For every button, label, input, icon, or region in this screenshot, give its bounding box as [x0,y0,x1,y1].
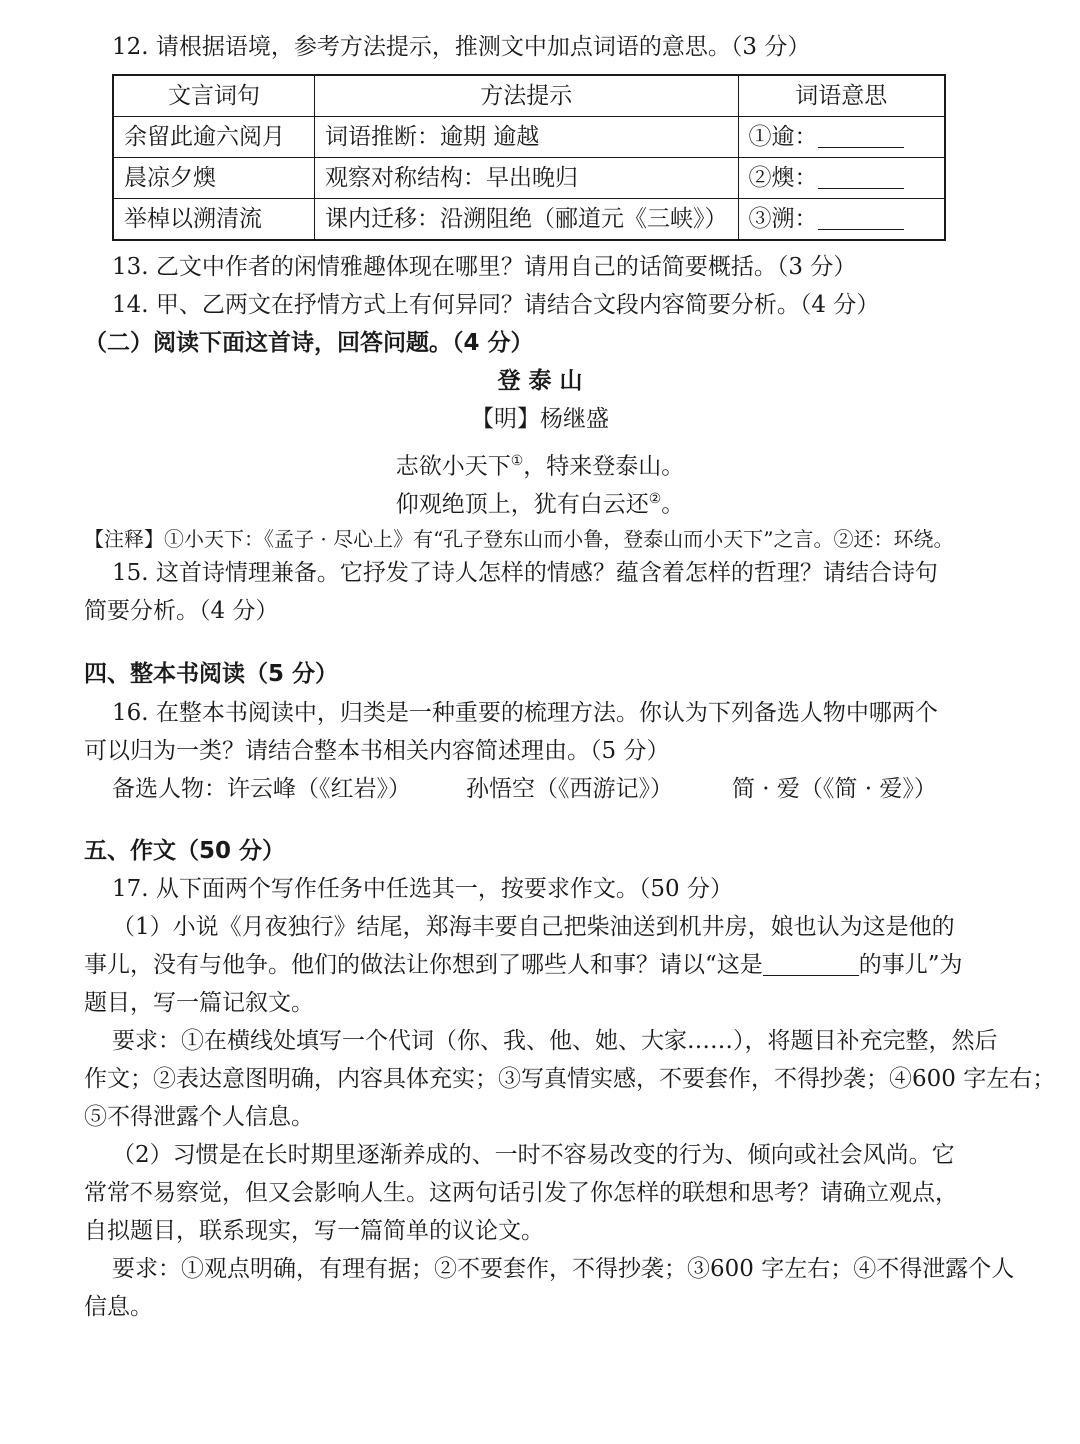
candidates-label [112,770,411,808]
q14: 14. 甲、乙两文在抒情方式上有何异同？请结合文段内容简要分析。（4 分） [112,292,880,318]
task2-line-3: 自拟题目，联系现实，写一篇简单的议论文。 [84,1218,544,1244]
candidates-label-text: 备选人物： [112,776,227,802]
table-header: 文言词句 [113,75,315,117]
table-header-row [113,75,945,117]
q12-table [112,74,946,241]
task1-text: 的事儿”为 [858,952,963,978]
table-row [113,117,945,158]
table-cell-hint: 课内迁移：沿溯阻绝（郦道元《三峡》） [315,199,739,241]
footnote-mark: ① [510,453,524,469]
table-cell-meaning [738,158,945,199]
table-cell-meaning [738,117,945,158]
q16-line-1: 16. 在整本书阅读中，归类是一种重要的梳理方法。你认为下列备选人物中哪两个 [112,700,938,726]
answer-blank [818,123,904,148]
table-header: 方法提示 [315,75,739,117]
task2-line-2: 常常不易察觉，但又会影响人生。这两句话引发了你怎样的联想和思考？请确立观点， [84,1180,958,1206]
poem-annotation: 【注释】①小天下：《孟子 · 尽心上》有“孔子登东山而小鲁，登泰山而小天下”之言。②还：环绕。 [84,527,954,551]
meaning-label: ②燠： [748,165,818,191]
task2-req-1: 要求：①观点明确，有理有据；②不要套作，不得抄袭；③600 字左右；④不得泄露个人 [112,1256,1015,1282]
table-row [113,199,945,241]
q12-stem: 12. 请根据语境，参考方法提示，推测文中加点词语的意思。（3 分） [112,34,811,60]
q16-line-2: 可以归为一类？请结合整本书相关内容简述理由。（5 分） [84,738,670,764]
task2-req-2: 信息。 [84,1294,153,1320]
candidate-item: 孙悟空（《西游记》） [466,776,673,802]
poem-text: ，特来登泰山。 [523,453,685,480]
table-row [113,158,945,199]
poem-text: 志欲小天下 [395,453,511,480]
answer-blank [818,205,904,230]
poem-text: 。 [661,491,685,518]
task1-req-3: ⑤不得泄露个人信息。 [84,1104,314,1130]
table-header: 词语意思 [738,75,945,117]
task1-line-1: （1）小说《月夜独行》结尾，郑海丰要自己把柴油送到机井房，娘也认为这是他的 [112,914,955,940]
section-5-heading: 五、作文（50 分） [84,838,286,864]
task1-line-2 [84,946,963,984]
poem-text: 仰观绝顶上，犹有白云还 [395,491,649,518]
title-blank [763,951,859,976]
meaning-label: ③溯： [748,206,818,232]
table-cell-phrase: 举棹以溯清流 [113,199,315,241]
footnote-mark: ② [648,491,662,507]
q15-line-2: 简要分析。（4 分） [84,598,279,624]
section-2-heading: （二）阅读下面这首诗，回答问题。（4 分） [84,330,534,356]
candidate-item: 许云峰（《红岩》） [227,776,411,802]
table-cell-phrase: 余留此逾六阅月 [113,117,315,158]
q15-line-1: 15. 这首诗情理兼备。它抒发了诗人怎样的情感？蕴含着怎样的哲理？请结合诗句 [112,560,938,586]
section-4-heading: 四、整本书阅读（5 分） [84,661,339,687]
candidate-item: 简 · 爱（《简 · 爱》） [732,776,937,802]
q17: 17. 从下面两个写作任务中任选其一，按要求作文。（50 分） [112,876,733,902]
table-cell-phrase: 晨凉夕燠 [113,158,315,199]
q13: 13. 乙文中作者的闲情雅趣体现在哪里？请用自己的话简要概括。（3 分） [112,254,857,280]
meaning-label: ①逾： [748,124,818,150]
answer-blank [818,164,904,189]
task1-req-1: 要求：①在横线处填写一个代词（你、我、他、她、大家……），将题目补充完整，然后 [112,1028,998,1054]
table-cell-meaning [738,199,945,241]
poem-line-2 [0,480,1080,524]
poem-author: 【明】杨继盛 [471,406,609,432]
task1-req-2: 作文；②表达意图明确，内容具体充实；③写真情实感，不要套作，不得抄袭；④600 字左右； [84,1066,1056,1092]
task2-line-1: （2）习惯是在长时期里逐渐养成的、一时不容易改变的行为、倾向或社会风尚。它 [112,1142,955,1168]
table-cell-hint: 观察对称结构：早出晚归 [315,158,739,199]
poem-title: 登 泰 山 [497,368,583,394]
task1-line-3: 题目，写一篇记叙文。 [84,990,314,1016]
table-cell-hint: 词语推断：逾期 逾越 [315,117,739,158]
task1-text: 事儿，没有与他争。他们的做法让你想到了哪些人和事？请以“这是 [84,952,763,978]
